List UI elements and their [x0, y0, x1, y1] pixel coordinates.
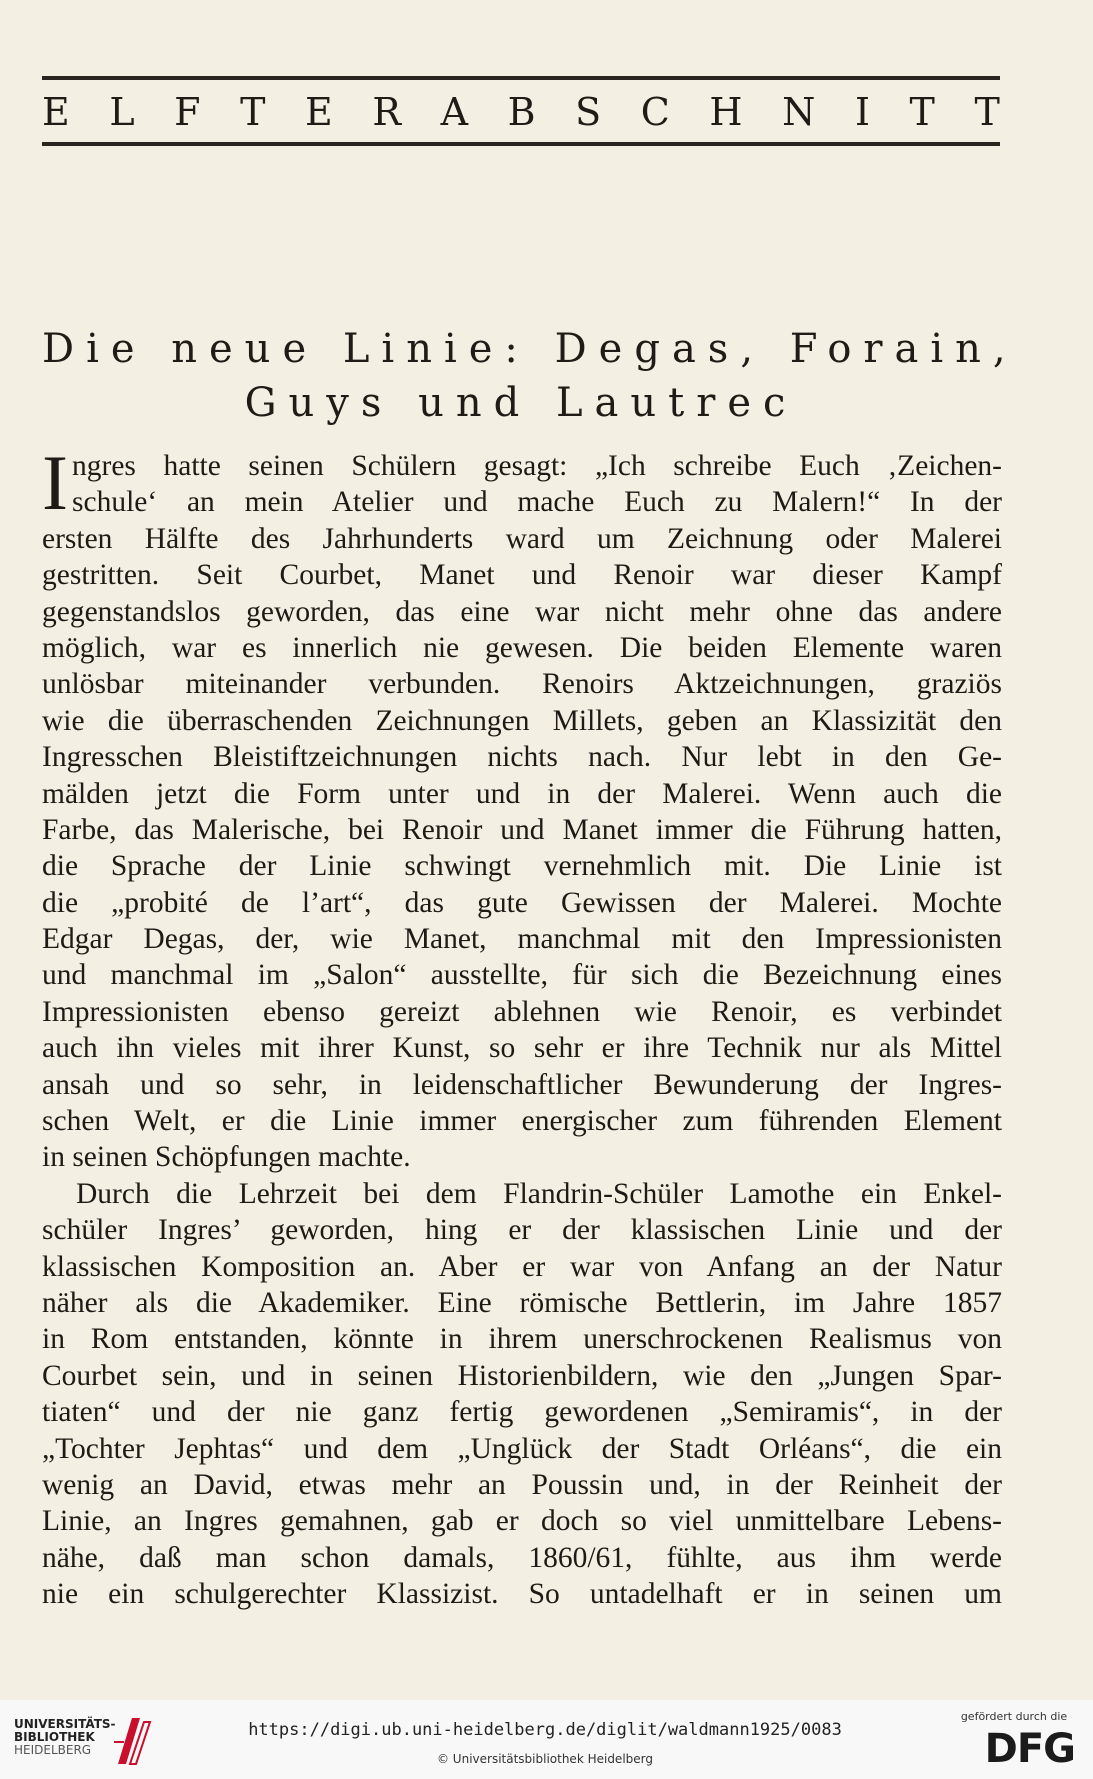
dfg-logo: DFG: [984, 1726, 1075, 1772]
header-rule-top: [42, 76, 1000, 80]
source-url-link[interactable]: https://digi.ub.uni-heidelberg.de/diglit/waldmann1925/0083: [248, 1720, 842, 1740]
section-heading-letter: T: [240, 90, 266, 134]
chapter-title-line-1: Die neue Linie: Degas, Forain,: [42, 326, 1018, 372]
library-name-line-1: UNIVERSITÄTS-: [14, 1717, 116, 1731]
text-line: ansah und so sehr, in leidenschaftlicher Bewunderung der Ingres-: [42, 1068, 1002, 1101]
section-heading-letter: F: [174, 90, 201, 134]
text-line: wie die überraschenden Zeichnungen Millets, geben an Klassizität den: [42, 704, 1002, 737]
section-heading-letter: C: [640, 90, 670, 134]
text-line: Durch die Lehrzeit bei dem Flandrin-Schüler Lamothe ein Enkel-: [76, 1177, 1002, 1210]
text-line: mälden jetzt die Form unter und in der Malerei. Wenn auch die: [42, 777, 1002, 810]
text-line: näher als die Akademiker. Eine römische Bettlerin, im Jahre 1857: [42, 1286, 1002, 1319]
text-line: Farbe, das Malerische, bei Renoir und Manet immer die Führung hatten,: [42, 813, 1002, 846]
section-heading-letter: E: [42, 90, 70, 134]
text-line: Impressionisten ebenso gereizt ablehnen wie Renoir, es verbindet: [42, 995, 1002, 1028]
library-mark-icon: [110, 1712, 156, 1768]
text-line: „Tochter Jephtas“ und dem „Unglück der Stadt Orléans“, die ein: [42, 1432, 1002, 1465]
text-line: auch ihn vieles mit ihrer Kunst, so sehr er ihre Technik nur als Mittel: [42, 1032, 1002, 1065]
text-line: Courbet sein, und in seinen Historienbildern, wie den „Jungen Spar-: [42, 1359, 1002, 1392]
text-line: nie ein schulgerechter Klassizist. So untadelhaft er in seinen um: [42, 1578, 1002, 1611]
section-heading-letter: T: [974, 90, 1000, 134]
section-heading-letter: I: [854, 90, 870, 134]
text-line: ersten Hälfte des Jahrhunderts ward um Zeichnung oder Malerei: [42, 522, 1002, 555]
drop-cap: I: [42, 439, 68, 526]
text-line: möglich, war es innerlich nie gewesen. Die beiden Elemente waren: [42, 631, 1002, 664]
section-heading-letter: R: [372, 90, 401, 134]
section-heading-letter: N: [782, 90, 816, 134]
section-heading-letter: E: [305, 90, 333, 134]
text-line: Ingresschen Bleistiftzeichnungen nichts nach. Nur lebt in den Ge-: [42, 741, 1002, 774]
section-heading-letter: H: [709, 90, 743, 134]
section-heading-letter: T: [909, 90, 935, 134]
library-name-line-2: BIBLIOTHEK: [14, 1730, 95, 1744]
section-heading-letter: S: [575, 90, 602, 134]
header-rule-bottom: [42, 142, 1000, 146]
text-line: unlösbar miteinander verbunden. Renoirs Aktzeichnungen, graziös: [42, 668, 1002, 701]
text-line: Linie, an Ingres gemahnen, gab er doch so viel unmittelbare Lebens-: [42, 1505, 1002, 1538]
library-name-line-3: HEIDELBERG: [14, 1743, 92, 1757]
text-line: wenig an David, etwas mehr an Poussin und, in der Reinheit der: [42, 1468, 1002, 1501]
footer-bar: [0, 1700, 1093, 1779]
text-line: gestritten. Seit Courbet, Manet und Renoir war dieser Kampf: [42, 559, 1002, 592]
text-line: gegenstandslos geworden, das eine war nicht mehr ohne das andere: [42, 595, 1002, 628]
text-line: die „probité de l’art“, das gute Gewissen der Malerei. Mochte: [42, 886, 1002, 919]
section-heading-letter: A: [440, 90, 469, 134]
text-line: in seinen Schöpfungen machte.: [42, 1141, 411, 1174]
text-line: schüler Ingres’ geworden, hing er der klassischen Linie und der: [42, 1214, 1002, 1247]
text-line: klassischen Komposition an. Aber er war von Anfang an der Natur: [42, 1250, 1002, 1283]
text-line: und manchmal im „Salon“ ausstellte, für sich die Bezeichnung eines: [42, 959, 1002, 992]
funded-by-text: gefördert durch die: [960, 1710, 1068, 1723]
library-logo-text: [14, 1718, 116, 1757]
chapter-title-line-2: Guys und Lautrec: [244, 380, 798, 426]
body-text: [42, 439, 1002, 1613]
section-heading-letter: L: [109, 90, 135, 134]
chapter-title: [42, 322, 1018, 430]
text-line: schen Welt, er die Linie immer energischer zum führenden Element: [42, 1105, 1002, 1138]
text-line: in Rom entstanden, könnte in ihrem unerschrockenen Realismus von: [42, 1323, 1002, 1356]
text-line: die Sprache der Linie schwingt vernehmlich mit. Die Linie ist: [42, 850, 1002, 883]
text-line: Edgar Degas, der, wie Manet, manchmal mit den Impressionisten: [42, 923, 1002, 956]
text-line: nähe, daß man schon damals, 1860/61, fühlte, aus ihm werde: [42, 1541, 1002, 1574]
section-heading-letter: B: [507, 90, 536, 134]
section-heading: [42, 88, 1000, 136]
text-line: tiaten“ und der nie ganz fertig gewordenen „Semiramis“, in der: [42, 1396, 1002, 1429]
copyright-text: © Universitätsbibliothek Heidelberg: [436, 1752, 653, 1766]
text-line: schule‘ an mein Atelier und mache Euch zu Malern!“ In der: [72, 486, 1002, 519]
text-line: ngres hatte seinen Schülern gesagt: „Ich schreibe Euch ‚Zeichen-: [72, 450, 1002, 482]
